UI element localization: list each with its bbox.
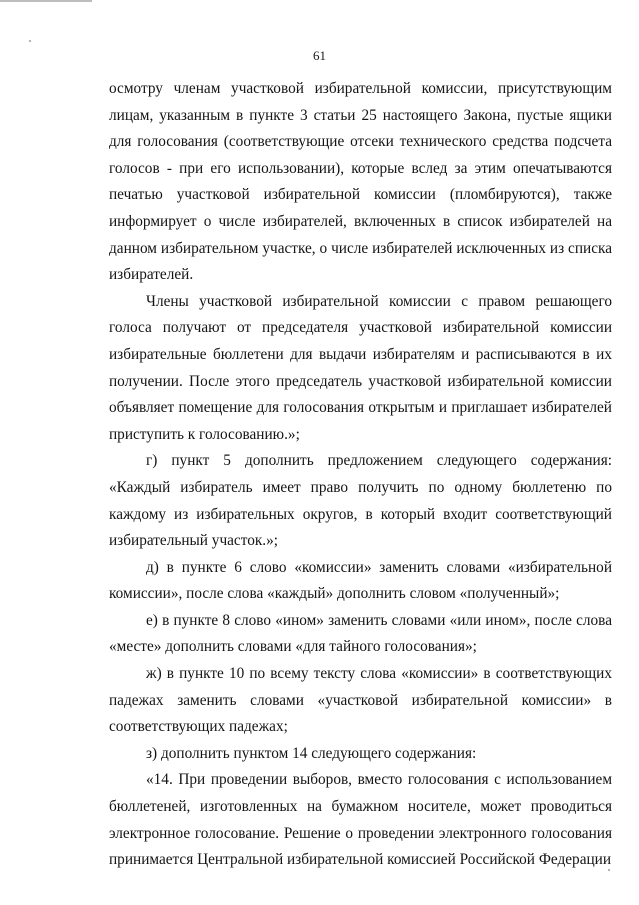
paragraph: г) пункт 5 дополнить предложением следующего содержания: «Каждый избиратель имеет право получить по одному бюллетеню по каждому из избирательных округов, в который входит соответствующий избирательный участок.»; bbox=[109, 452, 612, 550]
page-number: 61 bbox=[313, 48, 326, 63]
document-text bbox=[109, 76, 612, 874]
paragraph: з) дополнить пунктом 14 следующего содержания: bbox=[146, 744, 477, 762]
paragraph: осмотру членам участковой избирательной комиссии, присутствующим лицам, указанным в пункте 3 статьи 25 настоящего Закона, пустые ящики для голосования (соответствующие отсеки технического средства подсчета голосов - при его использовании), которые вслед за этим опечатываются печатью участковой избирательной комиссии (пломбируются), также информирует о числе избирателей, включенных в список избирателей на данном избирательном участке, о числе избирателей исключенных из списка избирателей. bbox=[109, 80, 612, 284]
paragraph: Члены участковой избирательной комиссии с правом решающего голоса получают от председателя участковой избирательной комиссии избирательные бюллетени для выдачи избирателям и расписываются в их получении. После этого председатель участковой избирательной комиссии объявляет помещение для голосования открытым и приглашает избирателей приступить к голосованию.»; bbox=[109, 292, 612, 443]
paragraph: ж) в пункте 10 по всему тексту слова «комиссии» в соответствующих падежах заменить словами «участковой избирательной комиссии» в соответствующих падежах; bbox=[109, 665, 612, 736]
paragraph: е) в пункте 8 слово «ином» заменить словами «или ином», после слова «месте» дополнить словами «для тайного голосования»; bbox=[109, 611, 612, 656]
paragraph: д) в пункте 6 слово «комиссии» заменить словами «избирательной комиссии», после слова «каждый» дополнить словом «полученный»; bbox=[109, 558, 612, 603]
scan-edge-mark bbox=[0, 0, 92, 2]
paragraph: «14. При проведении выборов, вместо голосования с использованием бюллетеней, изготовленных на бумажном носителе, может проводиться электронное голосование. Решение о проведении электронного голосования принимается Центральной избирательной комиссией Российской Федерации bbox=[109, 771, 612, 869]
scan-speck bbox=[29, 40, 31, 42]
